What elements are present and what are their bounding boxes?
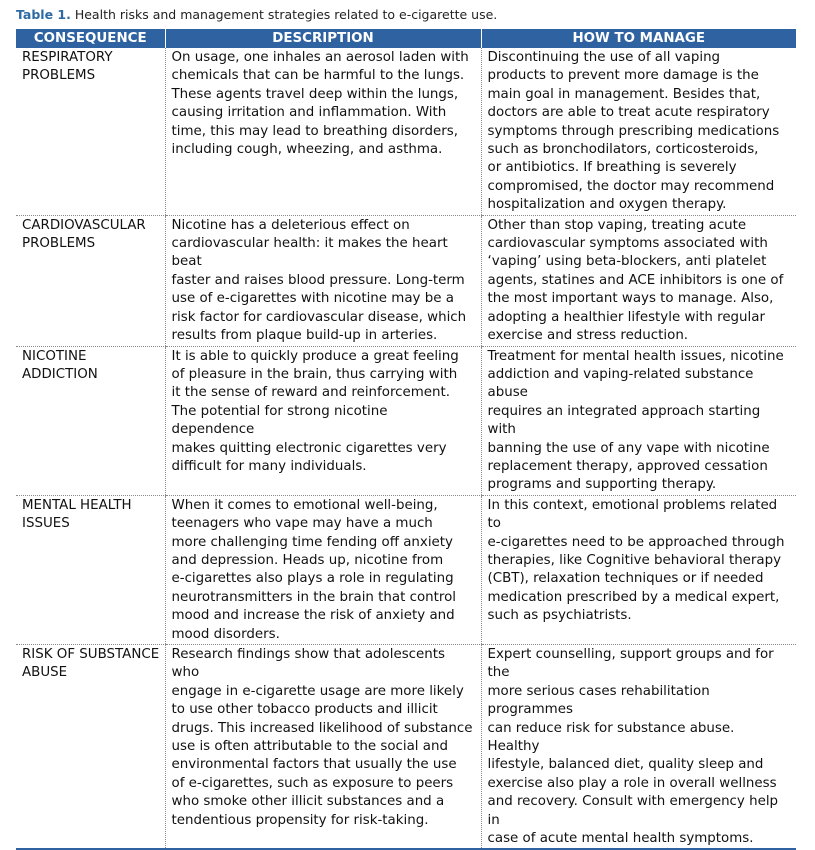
- table-row: [16, 495, 796, 644]
- description-cell: [165, 48, 481, 215]
- header-description: DESCRIPTION: [165, 29, 481, 48]
- consequence-cell: [16, 645, 165, 850]
- header-how-to-manage: HOW TO MANAGE: [481, 29, 796, 48]
- header-row: [16, 29, 796, 48]
- table-caption-label: Table 1.: [16, 7, 71, 22]
- table-body: [16, 48, 796, 849]
- manage-cell: [481, 495, 796, 644]
- description-cell: [165, 346, 481, 495]
- description-cell: [165, 215, 481, 346]
- description-text: It is able to quickly produce a great feeling of pleasure in the brain, thus carrying with it the sense of reward and reinforcement. The potential for strong nicotine dependence makes quitting electronic cigarettes very difficult for many individuals.: [171, 348, 459, 474]
- manage-cell: [481, 346, 796, 495]
- manage-text: Discontinuing the use of all vaping products to prevent more damage is the main goal in management. Besides that, doctors are able to treat acute respiratory symptoms through prescribing medications such as bronchodilators, corticosteroids, or antibiotics. If breathing is severely compromised, the doctor may recommend hospitalization and oxygen therapy.: [487, 50, 780, 213]
- table-caption: [16, 7, 497, 22]
- table-row: [16, 48, 796, 215]
- manage-cell: [481, 215, 796, 346]
- manage-text: Treatment for mental health issues, nicotine addiction and vaping-related substance abuse requires an integrated approach starting with banning the use of any vape with nicotine replacement therapy, approved cessation programs and supporting therapy.: [487, 348, 784, 493]
- header-consequence: CONSEQUENCE: [16, 29, 165, 48]
- consequence-cell: [16, 346, 165, 495]
- health-risks-table: [16, 29, 796, 850]
- manage-text: Expert counselling, support groups and for the more serious cases rehabilitation programmes can reduce risk for substance abuse. Healthy lifestyle, balanced diet, quality sleep and exercise also play a role in overall wellness and recovery. Consult with emergency help in case of acute mental health symptoms.: [487, 647, 779, 847]
- consequence-text: RESPIRATORY PROBLEMS: [22, 50, 113, 84]
- description-cell: [165, 645, 481, 850]
- description-cell: [165, 495, 481, 644]
- consequence-text: RISK OF SUBSTANCE ABUSE: [22, 647, 160, 681]
- consequence-cell: [16, 495, 165, 644]
- consequence-cell: [16, 48, 165, 215]
- manage-cell: [481, 48, 796, 215]
- table-row: [16, 215, 796, 346]
- table-caption-text: Health risks and management strategies related to e-cigarette use.: [74, 7, 498, 22]
- description-text: Research findings show that adolescents who engage in e-cigarette usage are more likely to use other tobacco products and illicit drugs. This increased likelihood of substance use is often attributable to the social and environmental factors that usually the use of e-cigarettes, such as exposure to peers who smoke other illicit substances and a tendentious propensity for risk-taking.: [171, 647, 473, 828]
- description-text: When it comes to emotional well-being, teenagers who vape may have a much more challenging time fending off anxiety and depression. Heads up, nicotine from e-cigarettes also plays a role in regulating neurotransmitters in the brain that control mood and increase the risk of anxiety and mood disorders.: [171, 497, 457, 642]
- consequence-text: CARDIOVASCULAR PROBLEMS: [22, 217, 146, 252]
- consequence-cell: [16, 215, 165, 346]
- consequence-text: NICOTINE ADDICTION: [22, 348, 98, 382]
- table-row: [16, 645, 796, 850]
- table-row: [16, 346, 796, 495]
- manage-cell: [481, 645, 796, 850]
- manage-text: Other than stop vaping, treating acute cardiovascular symptoms associated with ‘vaping’ using beta-blockers, anti platelet agents, statines and ACE inhibitors is one of the most important ways to manage. Also, adopting a healthier lifestyle with regular exercise and stress reduction.: [487, 217, 784, 344]
- description-text: On usage, one inhales an aerosol laden with chemicals that can be harmful to the lungs. These agents travel deep within the lungs, causing irritation and inflammation. With time, this may lead to breathing disorders, including cough, wheezing, and asthma.: [171, 50, 469, 158]
- consequence-text: MENTAL HEALTH ISSUES: [22, 497, 132, 532]
- description-text: Nicotine has a deleterious effect on cardiovascular health: it makes the heart beat faster and raises blood pressure. Long-term use of e-cigarettes with nicotine may be a risk factor for cardiovascular disease, which results from plaque build-up in arteries.: [171, 217, 467, 344]
- manage-text: In this context, emotional problems related to e-cigarettes need to be approached through therapies, like Cognitive behavioral therapy (CBT), relaxation techniques or if needed medication prescribed by a medical expert, such as psychiatrists.: [487, 497, 785, 624]
- table-header: [16, 29, 796, 48]
